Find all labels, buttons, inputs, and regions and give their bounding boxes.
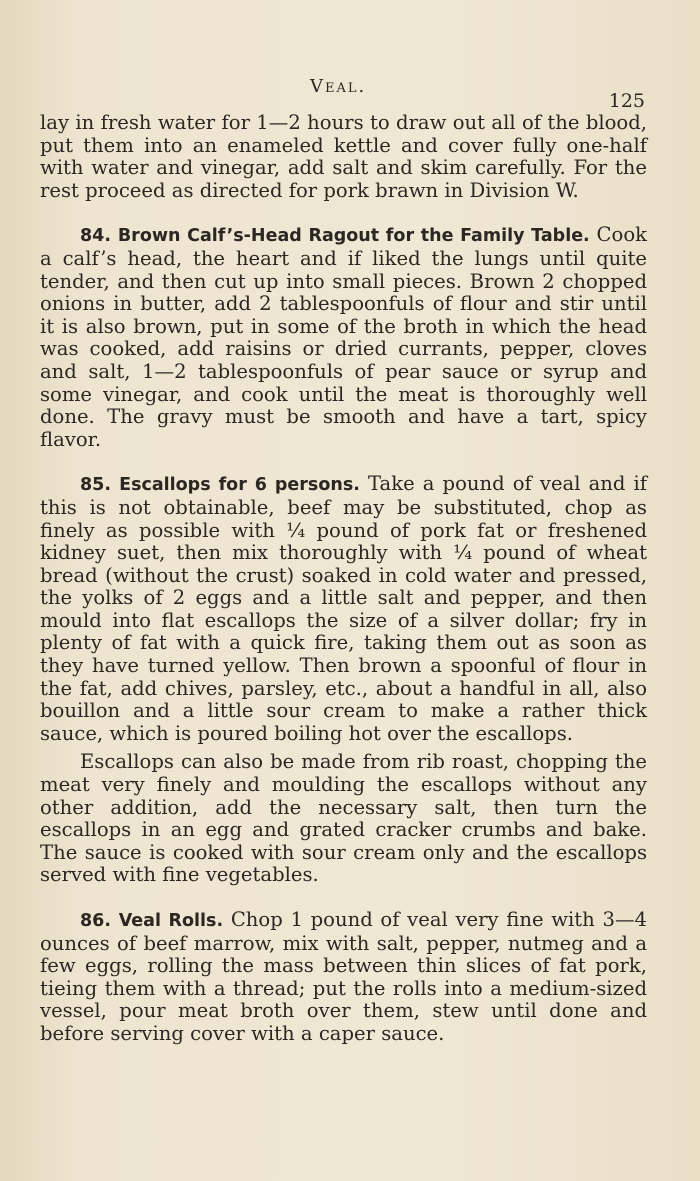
recipe-title: Brown Calf’s-Head Ragout for the Family Table. xyxy=(117,226,590,247)
page-header xyxy=(40,76,645,112)
recipe-85-variation: Escallops can also be made from rib roast, chopping the meat very finely and moulding the escallops without any other addition, add the necessary salt, then turn the escallops in an egg and grated cracker crumbs and bake. The sauce is cooked with sour cream only and the escallops served with fine vegetables. xyxy=(40,750,647,887)
recipe-number: 84. xyxy=(80,226,112,247)
recipe-title: Escallops for 6 persons. xyxy=(119,475,360,496)
page-body xyxy=(40,112,647,1046)
continuation-paragraph: lay in fresh water for 1—2 hours to draw out all of the blood, put them into an enameled kettle and cover fully one-half with water and vinegar, add salt and skim carefully. For the rest proceed as directed for pork brawn in Division W. xyxy=(40,111,647,202)
recipe-number: 86. xyxy=(80,911,112,931)
running-head: Veal. xyxy=(310,76,367,97)
recipe-text: Cook a calf’s head, the heart and if liked the lungs until quite tender, and then cut up into small pieces. Brown 2 chopped onions in butter, add 2 tablespoonfuls of flour and stir until it is also brown, put in some of the broth in which the head was cooked, add raisins or dried currants, pepper, cloves and salt, 1—2 tablespoonfuls of pear sauce or syrup and some vinegar, and cook until the meat is thoroughly well done. The gravy must be smooth and have a tart, spicy flavor. xyxy=(40,223,648,451)
recipe-text: Chop 1 pound of veal very fine with 3—4 ounces of beef marrow, mix with salt, pepper, nutmeg and a few eggs, rolling the mass between thin slices of fat pork, tieing them with a thread; put the rolls into a medium-sized vessel, pour meat broth over them, stew until done and before serving cover with a caper sauce. xyxy=(40,908,648,1045)
recipe-number: 85. xyxy=(80,475,112,496)
recipe-86 xyxy=(40,909,647,1046)
recipe-title: Veal Rolls. xyxy=(118,911,224,931)
recipe-text: Take a pound of veal and if this is not obtainable, beef may be substituted, chop as finely as possible with ¼ pound of pork fat or freshened kidney suet, then mix thoroughly with ¼ pound of wheat bread (without the crust) soaked in cold water and pressed, the yolks of 2 eggs and a little salt and pepper, and then mould into flat escallops the size of a silver dollar; fry in plenty of fat with a quick fire, taking them out as soon as they have turned yellow. Then brown a spoonful of flour in the fat, add chives, parsley, etc., about a handful in all, also bouillon and a little sour cream to make a rather thick sauce, which is poured boiling hot over the escallops. xyxy=(40,472,648,745)
page-number: 125 xyxy=(608,90,645,112)
recipe-85 xyxy=(40,473,647,745)
recipe-84 xyxy=(40,224,647,451)
